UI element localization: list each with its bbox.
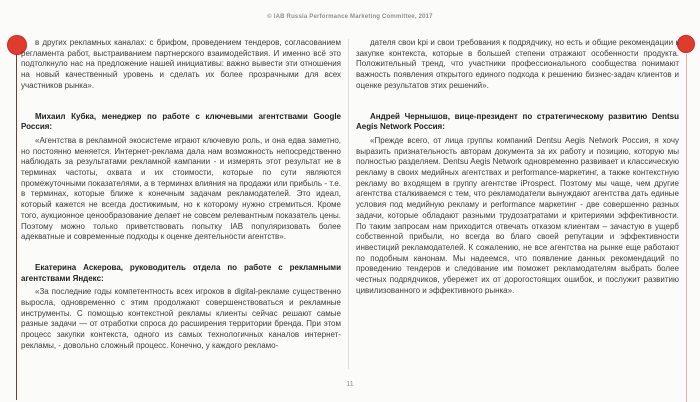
page-number: 11 — [346, 381, 354, 388]
column-divider — [348, 39, 349, 369]
column-right — [356, 38, 679, 296]
pin-head-icon — [677, 35, 695, 53]
paragraph: дателя свои kpi и свои требования к подрядчику, но есть и общие рекомендации к закупке контекста, которые в большей степени отражают особенности продукта. Положительный тренд, что участники профессионального сообщества понимают важность появления открытого единого подхода к решению бизнес-задач клиентов и оценке результатов этих решений». — [356, 38, 679, 90]
paragraph: в других рекламных каналах: с брифом, проведением тендеров, согласованием регламента работ, выстраиванием партнерского взаимодействия. И именно всё это подтолкнуло нас на предложение нашей инициативы: важно вывести эти отношения на новый качественный уровень и сделать их более прозрачными для всех участников рынка». — [21, 38, 341, 90]
speaker-heading-dentsu: Андрей Чернышов, вице-президент по стратегическому развитию Dentsu Aegis Network Россия: — [356, 111, 679, 132]
column-left — [21, 38, 341, 352]
paragraph: «Агентства в рекламной экосистеме играют ключевую роль, и она едва заметно, но постоянно меняется. Интернет-реклама дала нам возможность непосредственно наблюдать за результатами рекламной кампании - и измерять этот результат не в терминах частоты, охвата и их стоимости, которые по сути являются промежуточными показателями, а в терминах влияния на продажи или прибыль - т.е. в терминах, которые ближе к конечным задачам рекламодателей. Это идеал, который кажется не всегда достижимым, но к которому нужно стремиться. Кроме того, аукционное ценообразование делает не совсем релевантным показатель цены. Поэтому можно только приветствовать попытку IAB популяризовать более адекватные и современные подходы к оценке деятельности агентств». — [21, 135, 341, 242]
pin-stem-line — [16, 54, 17, 400]
speaker-heading-yandex: Екатерина Аскерова, руководитель отдела по работе с рекламными агентствами Яндекс: — [21, 262, 341, 283]
two-column-text-block — [21, 38, 679, 369]
pin-marker-right — [677, 35, 695, 53]
speaker-heading-google: Михаил Кубка, менеджер по работе с ключевыми агентствами Google Россия: — [21, 111, 341, 132]
paragraph: «За последние годы компетентность всех игроков в digital-рекламе существенно выросла, одновременно с этим продолжают совершенствоваться и рекламные инструменты. С помощью контекстной рекламы клиенты сейчас решают самые разные задачи — от отработки спроса до расширения территории бренда. При этом процесс закупки контекста, одного из самых технологичных каналов интернет-рекламы, - довольно сложный процесс. Конечно, у каждого рекламо- — [21, 287, 341, 350]
paragraph: «Прежде всего, от лица группы компаний Dentsu Aegis Network Россия, я хочу выразить признательность авторам документа за их работу и позицию, которую мы полностью разделяем. Dentsu Aegis Network одновременно развивает и классическую рекламу в своих медийных агентствах и performance-маркетинг, а также контекстную рекламу во входящем в группу агентстве iProspect. Поэтому мы чаще, чем другие агентства сталкиваемся с тем, что рекламодатели вынуждают агентства дать единые условия под медийную рекламу и performance маркетинг - две совершенно разных задачи, которые обладают разными трудозатратами и критериями эффективности. По таким запросам нам приходится отвечать отказом клиентам – зачастую в ущерб собственной прибыли, но всегда во благо своей репутации и эффективности инвестиций рекламодателей. К сожалению, не все агентства на рынке еще работают по подобным канонам. Мы надеемся, что появление данных рекомендаций по проведению тендеров и следование им поможет рекламодателям выбрать более честных подрядчиков, убережет их от дорогостоящих ошибок, и послужит развитию цивилизованного и эффективного рынка». — [356, 135, 679, 295]
pin-stem-line — [686, 54, 687, 402]
page-header-copyright: © IAB Russia Performance Marketing Committee, 2017 — [267, 14, 433, 20]
